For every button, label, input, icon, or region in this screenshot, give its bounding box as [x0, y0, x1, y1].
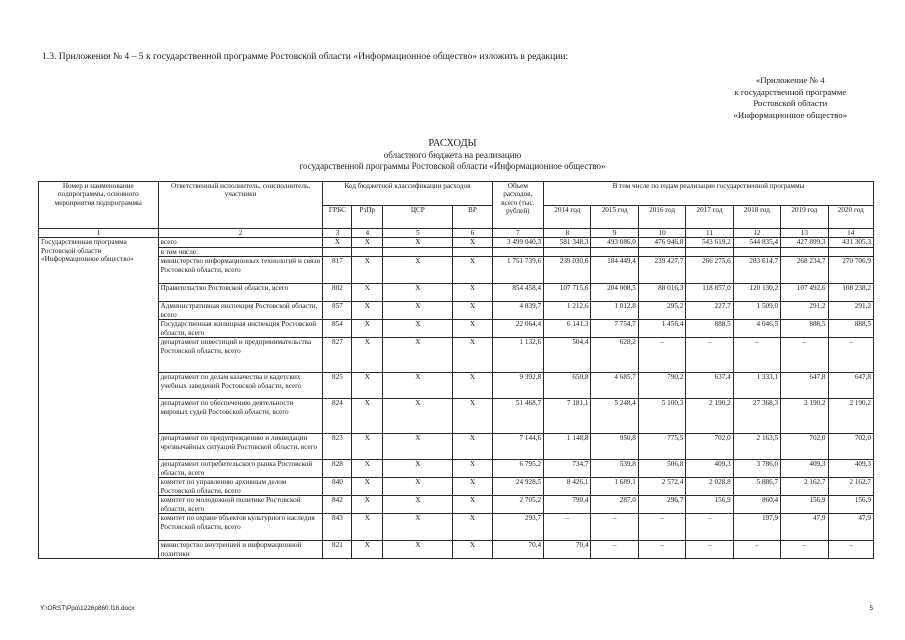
year-cell: 204 008,5: [591, 284, 638, 302]
year-cell: 197,9: [733, 514, 780, 541]
year-cell: 88 016,3: [638, 284, 685, 302]
rzpr-cell: Х: [352, 257, 383, 284]
year-cell: 409,3: [686, 460, 733, 478]
grbs-cell: 842: [323, 496, 352, 514]
header-year: 2014 год: [544, 205, 591, 229]
header-name: Номер и наименование подпрограммы, основного мероприятия подпрограммы: [39, 182, 159, 229]
year-cell: 734,7: [544, 460, 591, 478]
year-cell: 431 305,3: [828, 238, 873, 247]
year-cell: [686, 247, 733, 256]
grbs-cell: 857: [323, 302, 352, 320]
year-cell: 268 234,7: [781, 257, 828, 284]
csr-cell: Х: [383, 238, 453, 247]
grbs-cell: 817: [323, 257, 352, 284]
total-cell: 2 705,2: [492, 496, 544, 514]
grbs-cell: 824: [323, 399, 352, 434]
total-cell: 3 499 040,3: [492, 238, 544, 247]
expenses-table: [38, 181, 874, 559]
column-number: 6: [453, 229, 492, 238]
year-cell: 296,7: [638, 496, 685, 514]
year-cell: 120 130,2: [733, 284, 780, 302]
executor-cell: Государственная жилищная инспекция Ростовской области, всего: [158, 320, 323, 338]
vr-cell: Х: [453, 434, 492, 460]
year-cell: 1 148,8: [544, 434, 591, 460]
total-cell: 24 928,5: [492, 478, 544, 496]
header-csr: ЦСР: [383, 205, 453, 229]
year-cell: 2 163,5: [733, 434, 780, 460]
vr-cell: Х: [453, 399, 492, 434]
csr-cell: Х: [383, 320, 453, 338]
year-cell: 4 685,7: [591, 373, 638, 399]
vr-cell: Х: [453, 496, 492, 514]
year-cell: 2 028,8: [686, 478, 733, 496]
year-cell: [591, 247, 638, 256]
year-cell: 409,3: [781, 460, 828, 478]
header-year: 2020 год: [828, 205, 873, 229]
header-year: 2017 год: [686, 205, 733, 229]
year-cell: 6 141,3: [544, 320, 591, 338]
year-cell: 476 946,8: [638, 238, 685, 247]
vr-cell: Х: [453, 302, 492, 320]
column-number: 3: [323, 229, 352, 238]
year-cell: 4 046,5: [733, 320, 780, 338]
total-cell: 293,7: [492, 514, 544, 541]
vr-cell: Х: [453, 478, 492, 496]
column-number: 12: [733, 229, 780, 238]
program-name-cell: Государственная программа Ростовской области «Информационное общество»: [39, 238, 159, 559]
total-cell: 7 144,6: [492, 434, 544, 460]
year-cell: 409,3: [828, 460, 873, 478]
rzpr-cell: Х: [352, 496, 383, 514]
year-cell: 427 899,3: [781, 238, 828, 247]
table-row: [39, 496, 874, 514]
rzpr-cell: Х: [352, 338, 383, 373]
appendix-reference: [734, 75, 847, 121]
table-row: [39, 238, 874, 247]
year-cell: 581 348,3: [544, 238, 591, 247]
column-number: 7: [492, 229, 544, 238]
year-cell: 506,8: [638, 460, 685, 478]
header-year: 2018 год: [733, 205, 780, 229]
year-cell: 650,8: [544, 373, 591, 399]
executor-cell: в том числе:: [158, 247, 323, 256]
header-executor: Ответственный исполнитель, соисполнитель, участники: [158, 182, 323, 229]
vr-cell: [453, 247, 492, 256]
header-year: 2015 год: [591, 205, 638, 229]
year-cell: –: [686, 514, 733, 541]
rzpr-cell: Х: [352, 320, 383, 338]
year-cell: 860,4: [733, 496, 780, 514]
year-cell: 70,4: [544, 541, 591, 559]
year-cell: –: [686, 338, 733, 373]
file-path-footer: Y:\ORST\Ppo\1226p860.f18.docx: [40, 605, 135, 612]
total-cell: 22 064,4: [492, 320, 544, 338]
csr-cell: [383, 247, 453, 256]
year-cell: [781, 247, 828, 256]
vr-cell: Х: [453, 514, 492, 541]
grbs-cell: 821: [323, 541, 352, 559]
rzpr-cell: Х: [352, 284, 383, 302]
year-cell: 543 619,2: [686, 238, 733, 247]
year-cell: –: [638, 514, 685, 541]
year-cell: –: [544, 514, 591, 541]
table-row: [39, 257, 874, 284]
total-cell: 6 795,2: [492, 460, 544, 478]
table-row: [39, 284, 874, 302]
year-cell: 888,5: [828, 320, 873, 338]
rzpr-cell: Х: [352, 514, 383, 541]
executor-cell: комитет по молодежной политике Ростовской области, всего: [158, 496, 323, 514]
column-number: 13: [781, 229, 828, 238]
grbs-cell: 827: [323, 338, 352, 373]
executor-cell: департамент потребительского рынка Ростовской области, всего: [158, 460, 323, 478]
column-number: 14: [828, 229, 873, 238]
year-cell: 647,8: [828, 373, 873, 399]
header-code: Код бюджетной классификации расходов: [323, 182, 492, 206]
year-cell: 1 456,4: [638, 320, 685, 338]
year-cell: –: [591, 541, 638, 559]
year-cell: 156,9: [686, 496, 733, 514]
year-cell: –: [828, 338, 873, 373]
table-row: [39, 302, 874, 320]
year-cell: 239 030,6: [544, 257, 591, 284]
rzpr-cell: [352, 247, 383, 256]
intro-paragraph: 1.3. Приложения № 4 – 5 к государственной программе Ростовской области «Информационное общество» изложить в редакции:: [42, 51, 569, 62]
total-cell: 70,4: [492, 541, 544, 559]
appendix-line-2: к государственной программе: [734, 86, 847, 97]
year-cell: 544 835,4: [733, 238, 780, 247]
year-cell: 291,2: [828, 302, 873, 320]
column-number: 9: [591, 229, 638, 238]
column-number: 1: [39, 229, 159, 238]
year-cell: 702,0: [686, 434, 733, 460]
column-number: 10: [638, 229, 685, 238]
csr-cell: Х: [383, 338, 453, 373]
year-cell: 7 754,7: [591, 320, 638, 338]
year-cell: 950,8: [591, 434, 638, 460]
year-cell: –: [591, 514, 638, 541]
executor-cell: департамент по предупреждению и ликвидации чрезвычайных ситуаций Ростовской области, всего: [158, 434, 323, 460]
csr-cell: Х: [383, 434, 453, 460]
year-cell: 2 162,7: [828, 478, 873, 496]
csr-cell: Х: [383, 496, 453, 514]
year-cell: 47,9: [828, 514, 873, 541]
year-cell: 888,5: [686, 320, 733, 338]
table-row: [39, 478, 874, 496]
year-cell: –: [686, 541, 733, 559]
column-number: 8: [544, 229, 591, 238]
header-year: 2019 год: [781, 205, 828, 229]
year-cell: 2 190,2: [828, 399, 873, 434]
table-row: [39, 460, 874, 478]
year-cell: –: [733, 338, 780, 373]
vr-cell: Х: [453, 320, 492, 338]
table-row: [39, 399, 874, 434]
grbs-cell: Х: [323, 238, 352, 247]
appendix-line-4: «Информационное общество»: [733, 109, 847, 120]
rzpr-cell: Х: [352, 478, 383, 496]
year-cell: 295,2: [638, 302, 685, 320]
executor-cell: департамент инвестиций и предпринимательства Ростовской области, всего: [158, 338, 323, 373]
year-cell: 539,8: [591, 460, 638, 478]
year-cell: 118 857,0: [686, 284, 733, 302]
year-cell: 239 427,7: [638, 257, 685, 284]
executor-cell: департамент по делам казачества и кадетских учебных заведений Ростовской области, всего: [158, 373, 323, 399]
year-cell: 628,2: [591, 338, 638, 373]
column-number-row: [39, 229, 874, 238]
rzpr-cell: Х: [352, 373, 383, 399]
year-cell: 184 449,4: [591, 257, 638, 284]
year-cell: [828, 247, 873, 256]
executor-cell: министерство внутренней и информационной политики: [158, 541, 323, 559]
year-cell: 291,2: [781, 302, 828, 320]
executor-cell: комитет по управлению архивным делом Ростовской области, всего: [158, 478, 323, 496]
table-row: [39, 320, 874, 338]
table-row: [39, 541, 874, 559]
header-vr: ВР: [453, 205, 492, 229]
year-cell: 1 212,6: [544, 302, 591, 320]
csr-cell: Х: [383, 284, 453, 302]
csr-cell: Х: [383, 514, 453, 541]
year-cell: 7 181,1: [544, 399, 591, 434]
rzpr-cell: Х: [352, 238, 383, 247]
year-cell: –: [638, 541, 685, 559]
column-number: 5: [383, 229, 453, 238]
grbs-cell: 843: [323, 514, 352, 541]
rzpr-cell: Х: [352, 434, 383, 460]
csr-cell: Х: [383, 302, 453, 320]
rzpr-cell: Х: [352, 302, 383, 320]
year-cell: 270 706,9: [828, 257, 873, 284]
year-cell: –: [638, 338, 685, 373]
year-cell: 287,0: [591, 496, 638, 514]
year-cell: 3 786,0: [733, 460, 780, 478]
table-row: [39, 338, 874, 373]
vr-cell: Х: [453, 257, 492, 284]
year-cell: 2 162,7: [781, 478, 828, 496]
year-cell: –: [781, 338, 828, 373]
appendix-line-1: «Приложение № 4: [755, 75, 825, 85]
year-cell: 702,0: [781, 434, 828, 460]
rzpr-cell: Х: [352, 541, 383, 559]
year-cell: 790,2: [638, 373, 685, 399]
rzpr-cell: Х: [352, 460, 383, 478]
header-by-year: В том числе по годам реализации государственной программы: [544, 182, 874, 206]
table-row: [39, 373, 874, 399]
year-cell: 1 509,0: [733, 302, 780, 320]
csr-cell: Х: [383, 478, 453, 496]
grbs-cell: 828: [323, 460, 352, 478]
year-cell: 8 426,1: [544, 478, 591, 496]
total-cell: 1 132,6: [492, 338, 544, 373]
year-cell: 493 086,0: [591, 238, 638, 247]
grbs-cell: 825: [323, 373, 352, 399]
total-cell: 854 458,4: [492, 284, 544, 302]
year-cell: 266 275,6: [686, 257, 733, 284]
year-cell: 637,4: [686, 373, 733, 399]
total-cell: [492, 247, 544, 256]
year-cell: 107 715,6: [544, 284, 591, 302]
year-cell: 504,4: [544, 338, 591, 373]
table-row: [39, 247, 874, 256]
column-number: 4: [352, 229, 383, 238]
grbs-cell: 840: [323, 478, 352, 496]
year-cell: [544, 247, 591, 256]
year-cell: [733, 247, 780, 256]
vr-cell: Х: [453, 284, 492, 302]
year-cell: 1 012,8: [591, 302, 638, 320]
executor-cell: всего: [158, 238, 323, 247]
year-cell: 156,9: [781, 496, 828, 514]
column-number: 2: [158, 229, 323, 238]
grbs-cell: [323, 247, 352, 256]
vr-cell: Х: [453, 373, 492, 399]
year-cell: 888,5: [781, 320, 828, 338]
rzpr-cell: Х: [352, 399, 383, 434]
year-cell: 107 492,6: [781, 284, 828, 302]
header-grbs: ГРБС: [323, 205, 352, 229]
total-cell: 1 751 739,6: [492, 257, 544, 284]
document-title: [0, 138, 905, 173]
executor-cell: департамент по обеспечению деятельности мировых судей Ростовской области, всего: [158, 399, 323, 434]
year-cell: 790,4: [544, 496, 591, 514]
year-cell: [638, 247, 685, 256]
page-number: 5: [869, 605, 873, 612]
grbs-cell: 802: [323, 284, 352, 302]
year-cell: 702,0: [828, 434, 873, 460]
header-volume: Объем расходов, всего (тыс. рублей): [492, 182, 544, 229]
vr-cell: Х: [453, 541, 492, 559]
year-cell: 1 689,1: [591, 478, 638, 496]
column-number: 11: [686, 229, 733, 238]
grbs-cell: 823: [323, 434, 352, 460]
vr-cell: Х: [453, 238, 492, 247]
table-row: [39, 434, 874, 460]
year-cell: 283 614,7: [733, 257, 780, 284]
total-cell: 9 392,8: [492, 373, 544, 399]
header-row-1: [39, 182, 874, 206]
year-cell: 227,7: [686, 302, 733, 320]
year-cell: 108 238,2: [828, 284, 873, 302]
year-cell: 5 886,7: [733, 478, 780, 496]
csr-cell: Х: [383, 541, 453, 559]
executor-cell: Административная инспекция Ростовской области, всего: [158, 302, 323, 320]
year-cell: 2 572,4: [638, 478, 685, 496]
header-rzpr: РзПр: [352, 205, 383, 229]
year-cell: 2 190,2: [781, 399, 828, 434]
total-cell: 4 839,7: [492, 302, 544, 320]
appendix-line-3: Ростовской области: [753, 98, 828, 109]
year-cell: 156,9: [828, 496, 873, 514]
csr-cell: Х: [383, 373, 453, 399]
year-cell: 47,9: [781, 514, 828, 541]
title-line-2: областного бюджета на реализацию: [383, 150, 522, 160]
vr-cell: Х: [453, 460, 492, 478]
year-cell: 27 368,3: [733, 399, 780, 434]
year-cell: 1 333,1: [733, 373, 780, 399]
csr-cell: Х: [383, 460, 453, 478]
table-row: [39, 514, 874, 541]
year-cell: 647,8: [781, 373, 828, 399]
year-cell: 775,5: [638, 434, 685, 460]
executor-cell: Правительство Ростовской области, всего: [158, 284, 323, 302]
year-cell: 2 190,2: [686, 399, 733, 434]
year-cell: –: [828, 541, 873, 559]
executor-cell: министерство информационных технологий и связи Ростовской области, всего: [158, 257, 323, 284]
title-line-3: государственной программы Ростовской области «Информационное общество»: [299, 161, 606, 172]
header-year: 2016 год: [638, 205, 685, 229]
csr-cell: Х: [383, 399, 453, 434]
grbs-cell: 854: [323, 320, 352, 338]
year-cell: –: [781, 541, 828, 559]
year-cell: 5 248,4: [591, 399, 638, 434]
total-cell: 51 468,7: [492, 399, 544, 434]
csr-cell: Х: [383, 257, 453, 284]
executor-cell: комитет по охране объектов культурного наследия Ростовской области, всего: [158, 514, 323, 541]
year-cell: 5 100,3: [638, 399, 685, 434]
year-cell: –: [733, 541, 780, 559]
vr-cell: Х: [453, 338, 492, 373]
title-main: РАСХОДЫ: [428, 138, 477, 149]
